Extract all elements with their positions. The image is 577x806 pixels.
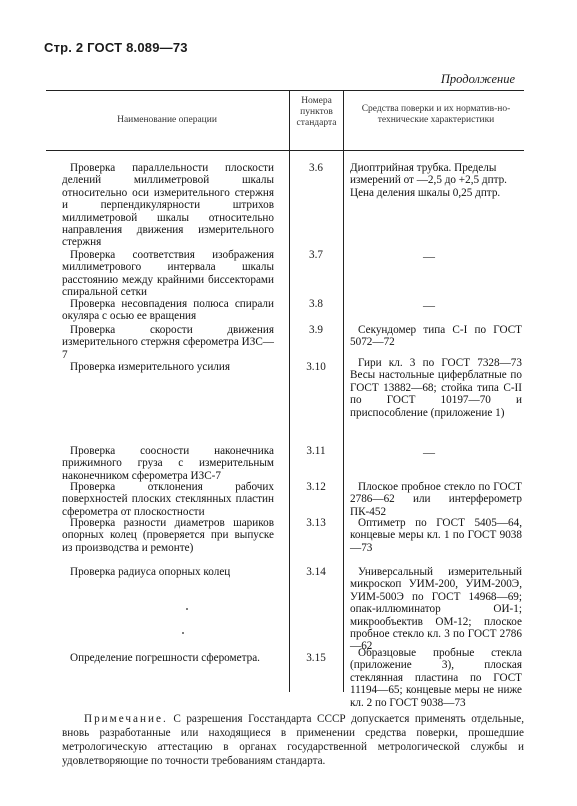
verification-means: Гири кл. 3 по ГОСТ 7328—73 Весы настольные циферблатные по ГОСТ 13882—68; стойка типа С-II по ГОСТ 10197—70 и приспособление (приложение 1) bbox=[350, 357, 522, 419]
clause-number: 3.11 bbox=[306, 445, 326, 457]
clause-number: 3.9 bbox=[309, 324, 323, 336]
operation-name: Проверка измерительного усилия bbox=[70, 361, 231, 373]
table-header-rule bbox=[46, 150, 524, 151]
clause-number: 3.15 bbox=[306, 652, 326, 664]
verification-means: Диоптрийная трубка. Пределы измерений от —2,5 до +2,5 дптр. Цена деления шкалы 0,25 дптр. bbox=[350, 162, 507, 199]
verification-means: Секундомер типа С-I по ГОСТ 5072—72 bbox=[350, 324, 522, 349]
verification-means: Плоское пробное стекло по ГОСТ 2786—62 или интерферометр ПК-452 bbox=[350, 481, 522, 518]
column-divider-1 bbox=[289, 90, 290, 692]
verification-means: Образцовые пробные стекла (приложение 3), плоская стеклянная пластина по ГОСТ 11194—65; концевые меры не ниже кл. 2 по ГОСТ 9038—73 bbox=[350, 647, 522, 709]
clause-number: 3.8 bbox=[309, 298, 323, 310]
operation-name: Проверка несовпадения полюса спирали окуляра с осью ее вращения bbox=[62, 298, 274, 323]
note-text: С разрешения Госстандарта СССР допускается применять отдельные, вновь разработанные или находящиеся в применении средства поверки, прошедшие метрологическую аттестацию в органах государственной метрологической службы и удовлетворяющие по точности требованиям стандарта. bbox=[62, 713, 525, 767]
print-speck bbox=[182, 632, 184, 634]
clause-number: 3.13 bbox=[306, 517, 326, 529]
clause-number: 3.14 bbox=[306, 566, 326, 578]
print-speck bbox=[186, 608, 188, 610]
note-label: Примечание. bbox=[84, 713, 168, 725]
operation-name: Определение погрешности сферометра. bbox=[70, 652, 260, 664]
page-header: Стр. 2 ГОСТ 8.089—73 bbox=[44, 40, 188, 55]
table-top-rule bbox=[46, 90, 524, 91]
verification-means: — bbox=[423, 249, 435, 263]
column-header-means: Средства поверки и их норматив-но-технические характеристики bbox=[361, 104, 511, 125]
operation-name: Проверка соответствия изображения миллиметрового интервала шкалы расстоянию между крайними биссекторами спиральной сетки bbox=[62, 249, 274, 299]
clause-number: 3.6 bbox=[309, 162, 323, 174]
verification-means: Универсальный измерительный микроскоп УИМ-200, УИМ-200Э, УИМ-500Э по ГОСТ 14968—69; опак-иллюминатор ОИ-1; микрообъектив ОМ-12; плоское пробное стекло кл. 3 по ГОСТ 2786—62 bbox=[350, 566, 522, 653]
operation-name: Проверка скорости движения измерительного стержня сферометра ИЗС—7 bbox=[62, 324, 274, 361]
operation-name: Проверка радиуса опорных колец bbox=[70, 566, 231, 578]
column-divider-2 bbox=[343, 90, 344, 692]
verification-means: Оптиметр по ГОСТ 5405—64, концевые меры кл. 1 по ГОСТ 9038—73 bbox=[350, 517, 522, 554]
continuation-label: Продолжение bbox=[440, 72, 515, 86]
clause-number: 3.7 bbox=[309, 249, 323, 261]
operation-name: Проверка разности диаметров шариков опорных колец (проверяется при выпуске из производства и ремонте) bbox=[62, 517, 274, 554]
verification-means: — bbox=[423, 445, 435, 459]
verification-means: — bbox=[423, 298, 435, 312]
clause-number: 3.10 bbox=[306, 361, 326, 373]
operation-name: Проверка параллельности плоскости делений миллиметровой шкалы относительно оси измерительного стержня и перпендикулярности штрихов миллиметровой шкалы относительно направления движения измерительного стержня bbox=[62, 162, 274, 249]
column-header-name: Наименование операции bbox=[117, 115, 217, 125]
operation-name: Проверка отклонения рабочих поверхностей плоских стеклянных пластин сферометра от плоскостности bbox=[62, 481, 274, 518]
clause-number: 3.12 bbox=[306, 481, 326, 493]
operation-name: Проверка соосности наконечника прижимного груза с измерительным наконечником сферометра ИЗС-7 bbox=[62, 445, 274, 482]
table-note bbox=[62, 712, 524, 768]
column-header-number: Номера пунктов стандарта bbox=[296, 96, 337, 128]
